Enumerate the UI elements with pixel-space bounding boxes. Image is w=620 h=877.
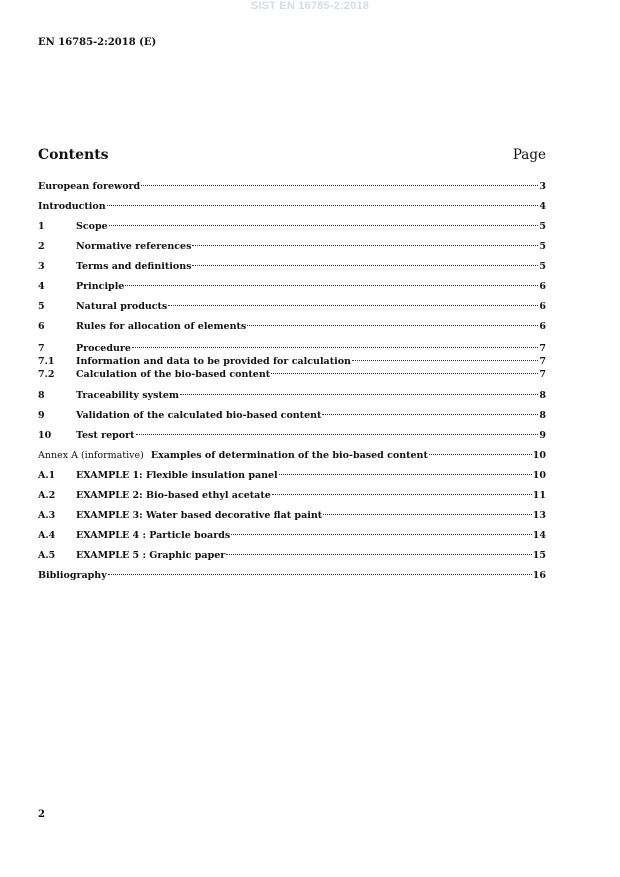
toc-entry-page: 14 bbox=[532, 530, 546, 541]
toc-dot-leader bbox=[132, 347, 538, 348]
toc-dot-leader bbox=[192, 265, 538, 266]
toc-entry-number: 8 bbox=[38, 390, 45, 401]
toc-entry-title: EXAMPLE 4 : Particle boards bbox=[76, 530, 231, 541]
toc-dot-leader bbox=[136, 434, 539, 435]
toc-entry-number: 7.1 bbox=[38, 356, 55, 367]
toc-entry[interactable] bbox=[38, 429, 546, 442]
toc-dot-leader bbox=[279, 474, 532, 475]
toc-entry-page: 3 bbox=[539, 181, 546, 192]
toc-entry-page: 6 bbox=[539, 321, 546, 332]
toc-annex-prefix: Annex A (informative) bbox=[38, 450, 144, 461]
toc-entry[interactable] bbox=[38, 549, 546, 562]
toc-entry-title: EXAMPLE 3: Water based decorative flat paint bbox=[76, 510, 323, 521]
toc-entry[interactable] bbox=[38, 368, 546, 381]
toc-dot-leader bbox=[323, 514, 532, 515]
toc-entry-page: 10 bbox=[532, 450, 546, 461]
toc-dot-leader bbox=[247, 325, 538, 326]
toc-entry-number: 1 bbox=[38, 221, 45, 232]
toc-entry-number: 7.2 bbox=[38, 369, 55, 380]
toc-entry-number: 9 bbox=[38, 410, 45, 421]
toc-entry-title: Examples of determination of the bio-based content bbox=[150, 450, 428, 461]
toc-entry-title: EXAMPLE 1: Flexible insulation panel bbox=[76, 470, 278, 481]
toc-entry[interactable] bbox=[38, 509, 546, 522]
toc-entry-page: 6 bbox=[539, 281, 546, 292]
toc-dot-leader bbox=[109, 225, 539, 226]
toc-entry-title: EXAMPLE 5 : Graphic paper bbox=[76, 550, 226, 561]
toc-entry[interactable] bbox=[38, 200, 546, 213]
toc-entry-page: 10 bbox=[532, 470, 546, 481]
toc-entry-title: EXAMPLE 2: Bio-based ethyl acetate bbox=[76, 490, 271, 501]
toc-entry-page: 7 bbox=[539, 369, 546, 380]
toc-entry[interactable] bbox=[38, 260, 546, 273]
toc-entry-number: 4 bbox=[38, 281, 45, 292]
toc-dot-leader bbox=[226, 554, 531, 555]
toc-entry-title: Rules for allocation of elements bbox=[76, 321, 247, 332]
toc-entry-number: A.4 bbox=[38, 530, 56, 541]
toc-entry-page: 8 bbox=[539, 410, 546, 421]
toc-dot-leader bbox=[272, 494, 532, 495]
toc-entry[interactable] bbox=[38, 320, 546, 333]
toc-entry[interactable] bbox=[38, 342, 546, 355]
toc-entry[interactable] bbox=[38, 469, 546, 482]
toc-dot-leader bbox=[125, 285, 538, 286]
toc-entry-page: 5 bbox=[539, 261, 546, 272]
toc-entry-title: Terms and definitions bbox=[76, 261, 192, 272]
toc-entry-page: 5 bbox=[539, 221, 546, 232]
toc-entry-page: 7 bbox=[539, 343, 546, 354]
toc-entry[interactable] bbox=[38, 489, 546, 502]
toc-entry-page: 4 bbox=[539, 201, 546, 212]
toc-entry-page: 8 bbox=[539, 390, 546, 401]
toc-entry-title: Introduction bbox=[38, 201, 106, 212]
toc-entry-number: 10 bbox=[38, 430, 52, 441]
toc-entry-page: 13 bbox=[532, 510, 546, 521]
toc-entry-page: 9 bbox=[539, 430, 546, 441]
toc-entry[interactable] bbox=[38, 280, 546, 293]
toc-entry-number: A.3 bbox=[38, 510, 56, 521]
toc-entry-title: European foreword bbox=[38, 181, 141, 192]
table-of-contents bbox=[38, 180, 546, 582]
document-id: EN 16785-2:2018 (E) bbox=[38, 37, 157, 48]
toc-entry[interactable] bbox=[38, 409, 546, 422]
toc-entry-page: 7 bbox=[539, 356, 546, 367]
toc-entry[interactable] bbox=[38, 220, 546, 233]
toc-entry-number: A.5 bbox=[38, 550, 56, 561]
toc-dot-leader bbox=[271, 373, 538, 374]
toc-dot-leader bbox=[322, 414, 538, 415]
toc-entry[interactable] bbox=[38, 180, 546, 193]
toc-entry-title: Test report bbox=[76, 430, 135, 441]
toc-dot-leader bbox=[192, 245, 538, 246]
toc-entry[interactable] bbox=[38, 449, 546, 462]
toc-entry[interactable] bbox=[38, 300, 546, 313]
toc-dot-leader bbox=[168, 305, 538, 306]
toc-entry-number: 5 bbox=[38, 301, 45, 312]
toc-entry-page: 11 bbox=[532, 490, 546, 501]
contents-heading: Contents bbox=[38, 147, 109, 163]
toc-dot-leader bbox=[352, 360, 538, 361]
toc-entry-number: 7 bbox=[38, 343, 45, 354]
toc-dot-leader bbox=[429, 454, 532, 455]
toc-entry-title: Traceability system bbox=[76, 390, 179, 401]
toc-entry-title: Information and data to be provided for calculation bbox=[76, 356, 351, 367]
page-column-label: Page bbox=[512, 147, 546, 163]
toc-entry-page: 15 bbox=[532, 550, 546, 561]
toc-entry-page: 5 bbox=[539, 241, 546, 252]
toc-entry-number: 6 bbox=[38, 321, 45, 332]
toc-entry-title: Natural products bbox=[76, 301, 168, 312]
watermark: SIST EN 16785-2:2018 bbox=[250, 0, 370, 12]
toc-entry-page: 6 bbox=[539, 301, 546, 312]
toc-entry-page: 16 bbox=[532, 570, 546, 581]
toc-dot-leader bbox=[107, 205, 539, 206]
toc-entry-title: Calculation of the bio-based content bbox=[76, 369, 271, 380]
toc-entry-title: Validation of the calculated bio-based content bbox=[76, 410, 322, 421]
toc-entry[interactable] bbox=[38, 240, 546, 253]
toc-entry[interactable] bbox=[38, 389, 546, 402]
toc-entry-title: Bibliography bbox=[38, 570, 107, 581]
toc-dot-leader bbox=[108, 574, 532, 575]
toc-entry-title: Scope bbox=[76, 221, 108, 232]
toc-entry[interactable] bbox=[38, 569, 546, 582]
toc-entry-number: 2 bbox=[38, 241, 45, 252]
toc-entry-number: 3 bbox=[38, 261, 45, 272]
toc-dot-leader bbox=[180, 394, 538, 395]
toc-entry-title: Normative references bbox=[76, 241, 192, 252]
page-number: 2 bbox=[38, 809, 45, 820]
toc-entry[interactable] bbox=[38, 529, 546, 542]
toc-entry-title: Principle bbox=[76, 281, 125, 292]
toc-entry-title: Procedure bbox=[76, 343, 131, 354]
toc-entry-number: A.1 bbox=[38, 470, 56, 481]
toc-entry-number: A.2 bbox=[38, 490, 56, 501]
toc-entry[interactable] bbox=[38, 355, 546, 368]
toc-dot-leader bbox=[141, 185, 538, 186]
toc-dot-leader bbox=[231, 534, 532, 535]
